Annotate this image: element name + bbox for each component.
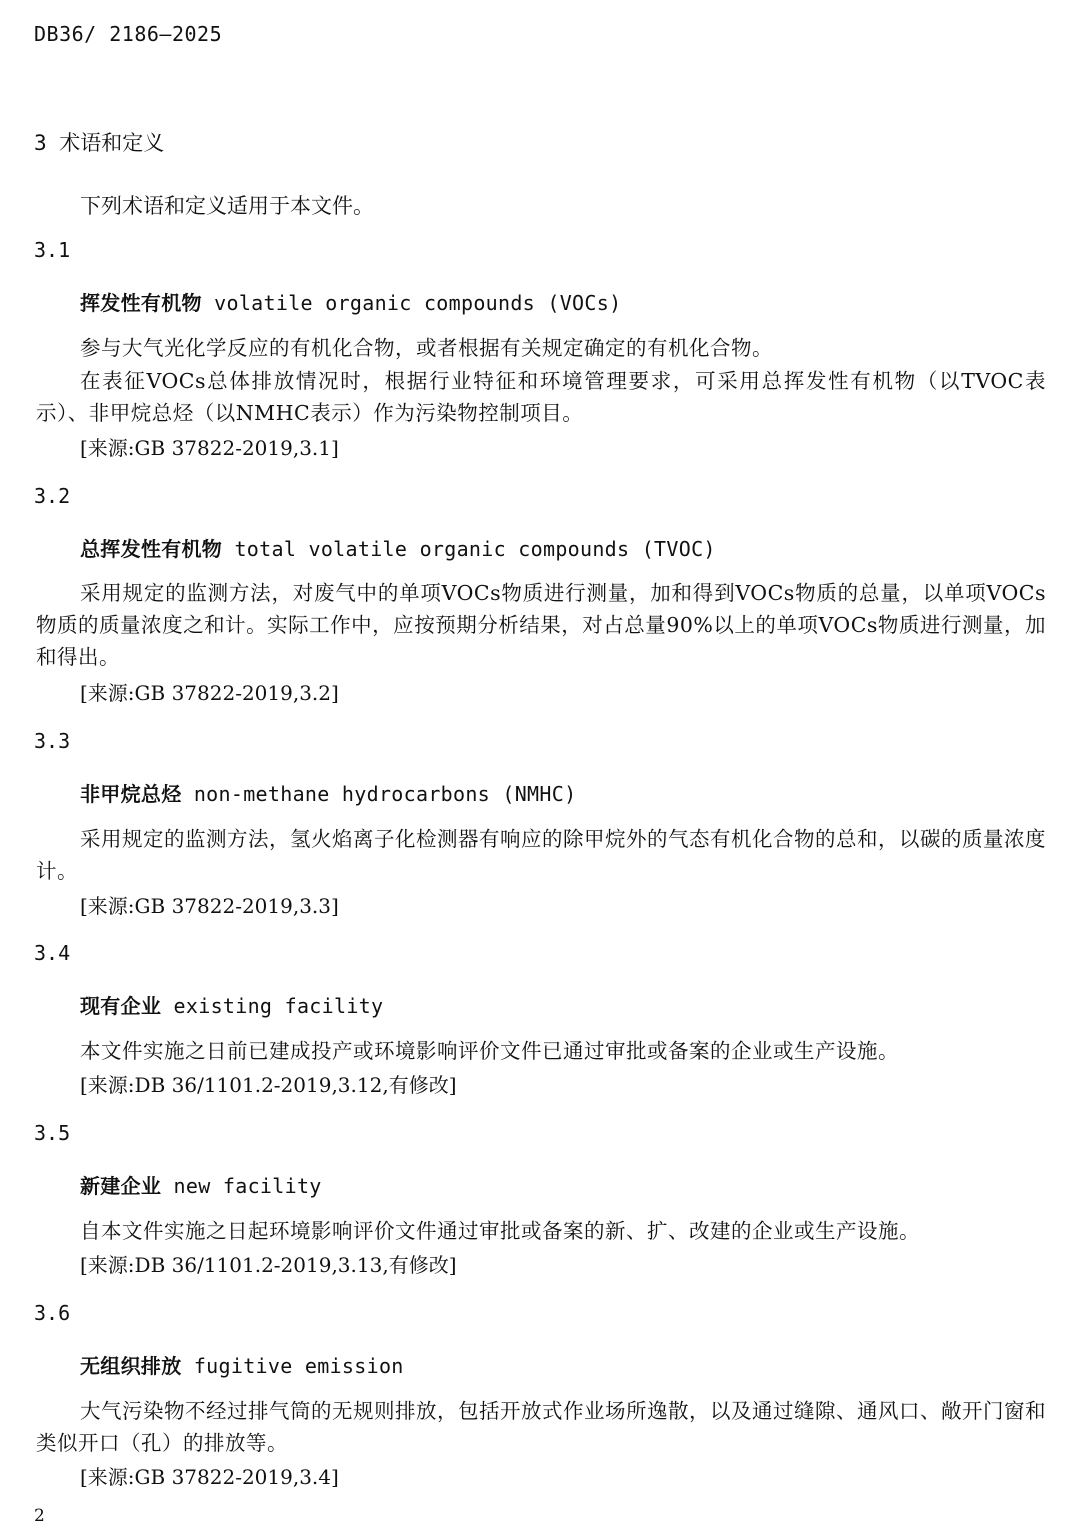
- term-source: [来源:GB 37822-2019,3.4]: [80, 1465, 339, 1489]
- term-name-en: non-methane hydrocarbons (NMHC): [193, 782, 577, 806]
- term-source: [来源:GB 37822-2019,3.2]: [80, 681, 339, 705]
- term-name-zh: 非甲烷总烃: [80, 782, 182, 806]
- term-name-zh: 无组织排放: [80, 1354, 182, 1378]
- term-note: 在表征VOCs总体排放情况时，根据行业特征和环境管理要求，可采用总挥发性有机物（以TVOC表示）、非甲烷总烃（以NMHC表示）作为污染物控制项目。: [36, 369, 1046, 425]
- term-source: [来源:DB 36/1101.2-2019,3.12,有修改]: [80, 1073, 457, 1097]
- term-name-en: volatile organic compounds (VOCs): [214, 291, 622, 315]
- term-heading: [80, 533, 716, 562]
- term-number: 3.4: [34, 941, 71, 965]
- term-definition: 自本文件实施之日起环境影响评价文件通过审批或备案的新、扩、改建的企业或生产设施。: [80, 1219, 920, 1243]
- term-heading: [80, 1170, 322, 1199]
- term-name-en: total volatile organic compounds (TVOC): [234, 537, 716, 561]
- term-source: [来源:DB 36/1101.2-2019,3.13,有修改]: [80, 1253, 457, 1277]
- section-intro: 下列术语和定义适用于本文件。: [80, 194, 374, 218]
- term-source: [来源:GB 37822-2019,3.1]: [80, 436, 339, 460]
- term-source: [来源:GB 37822-2019,3.3]: [80, 894, 339, 918]
- term-name-zh: 总挥发性有机物: [80, 537, 223, 561]
- term-name-zh: 挥发性有机物: [80, 291, 202, 315]
- term-name-en: new facility: [173, 1174, 322, 1198]
- term-definition: 采用规定的监测方法，对废气中的单项VOCs物质进行测量，加和得到VOCs物质的总量，以单项VOCs物质的质量浓度之和计。实际工作中，应按预期分析结果，对占总量90%以上的单项VOCs物质进行测量，加和得出。: [36, 581, 1046, 669]
- term-heading: [80, 778, 576, 807]
- term-heading: [80, 287, 621, 316]
- term-name-zh: 现有企业: [80, 994, 162, 1018]
- term-number: 3.1: [34, 238, 71, 262]
- page-number: 2: [34, 1506, 45, 1526]
- term-name-en: fugitive emission: [193, 1354, 404, 1378]
- term-name-zh: 新建企业: [80, 1174, 162, 1198]
- term-heading: [80, 1350, 404, 1379]
- term-heading: [80, 990, 383, 1019]
- term-number: 3.2: [34, 484, 71, 508]
- document-code: DB36/ 2186—2025: [34, 22, 223, 46]
- term-number: 3.5: [34, 1121, 71, 1145]
- term-number: 3.3: [34, 729, 71, 753]
- term-definition: 大气污染物不经过排气筒的无规则排放，包括开放式作业场所逸散，以及通过缝隙、通风口、敞开门窗和类似开口（孔）的排放等。: [36, 1399, 1046, 1455]
- term-name-en: existing facility: [173, 994, 384, 1018]
- term-definition: 采用规定的监测方法，氢火焰离子化检测器有响应的除甲烷外的气态有机化合物的总和，以碳的质量浓度计。: [36, 827, 1046, 883]
- section-title: 3 术语和定义: [34, 131, 165, 155]
- term-number: 3.6: [34, 1301, 71, 1325]
- term-definition: 参与大气光化学反应的有机化合物，或者根据有关规定确定的有机化合物。: [80, 336, 773, 360]
- term-definition: 本文件实施之日前已建成投产或环境影响评价文件已通过审批或备案的企业或生产设施。: [80, 1039, 899, 1063]
